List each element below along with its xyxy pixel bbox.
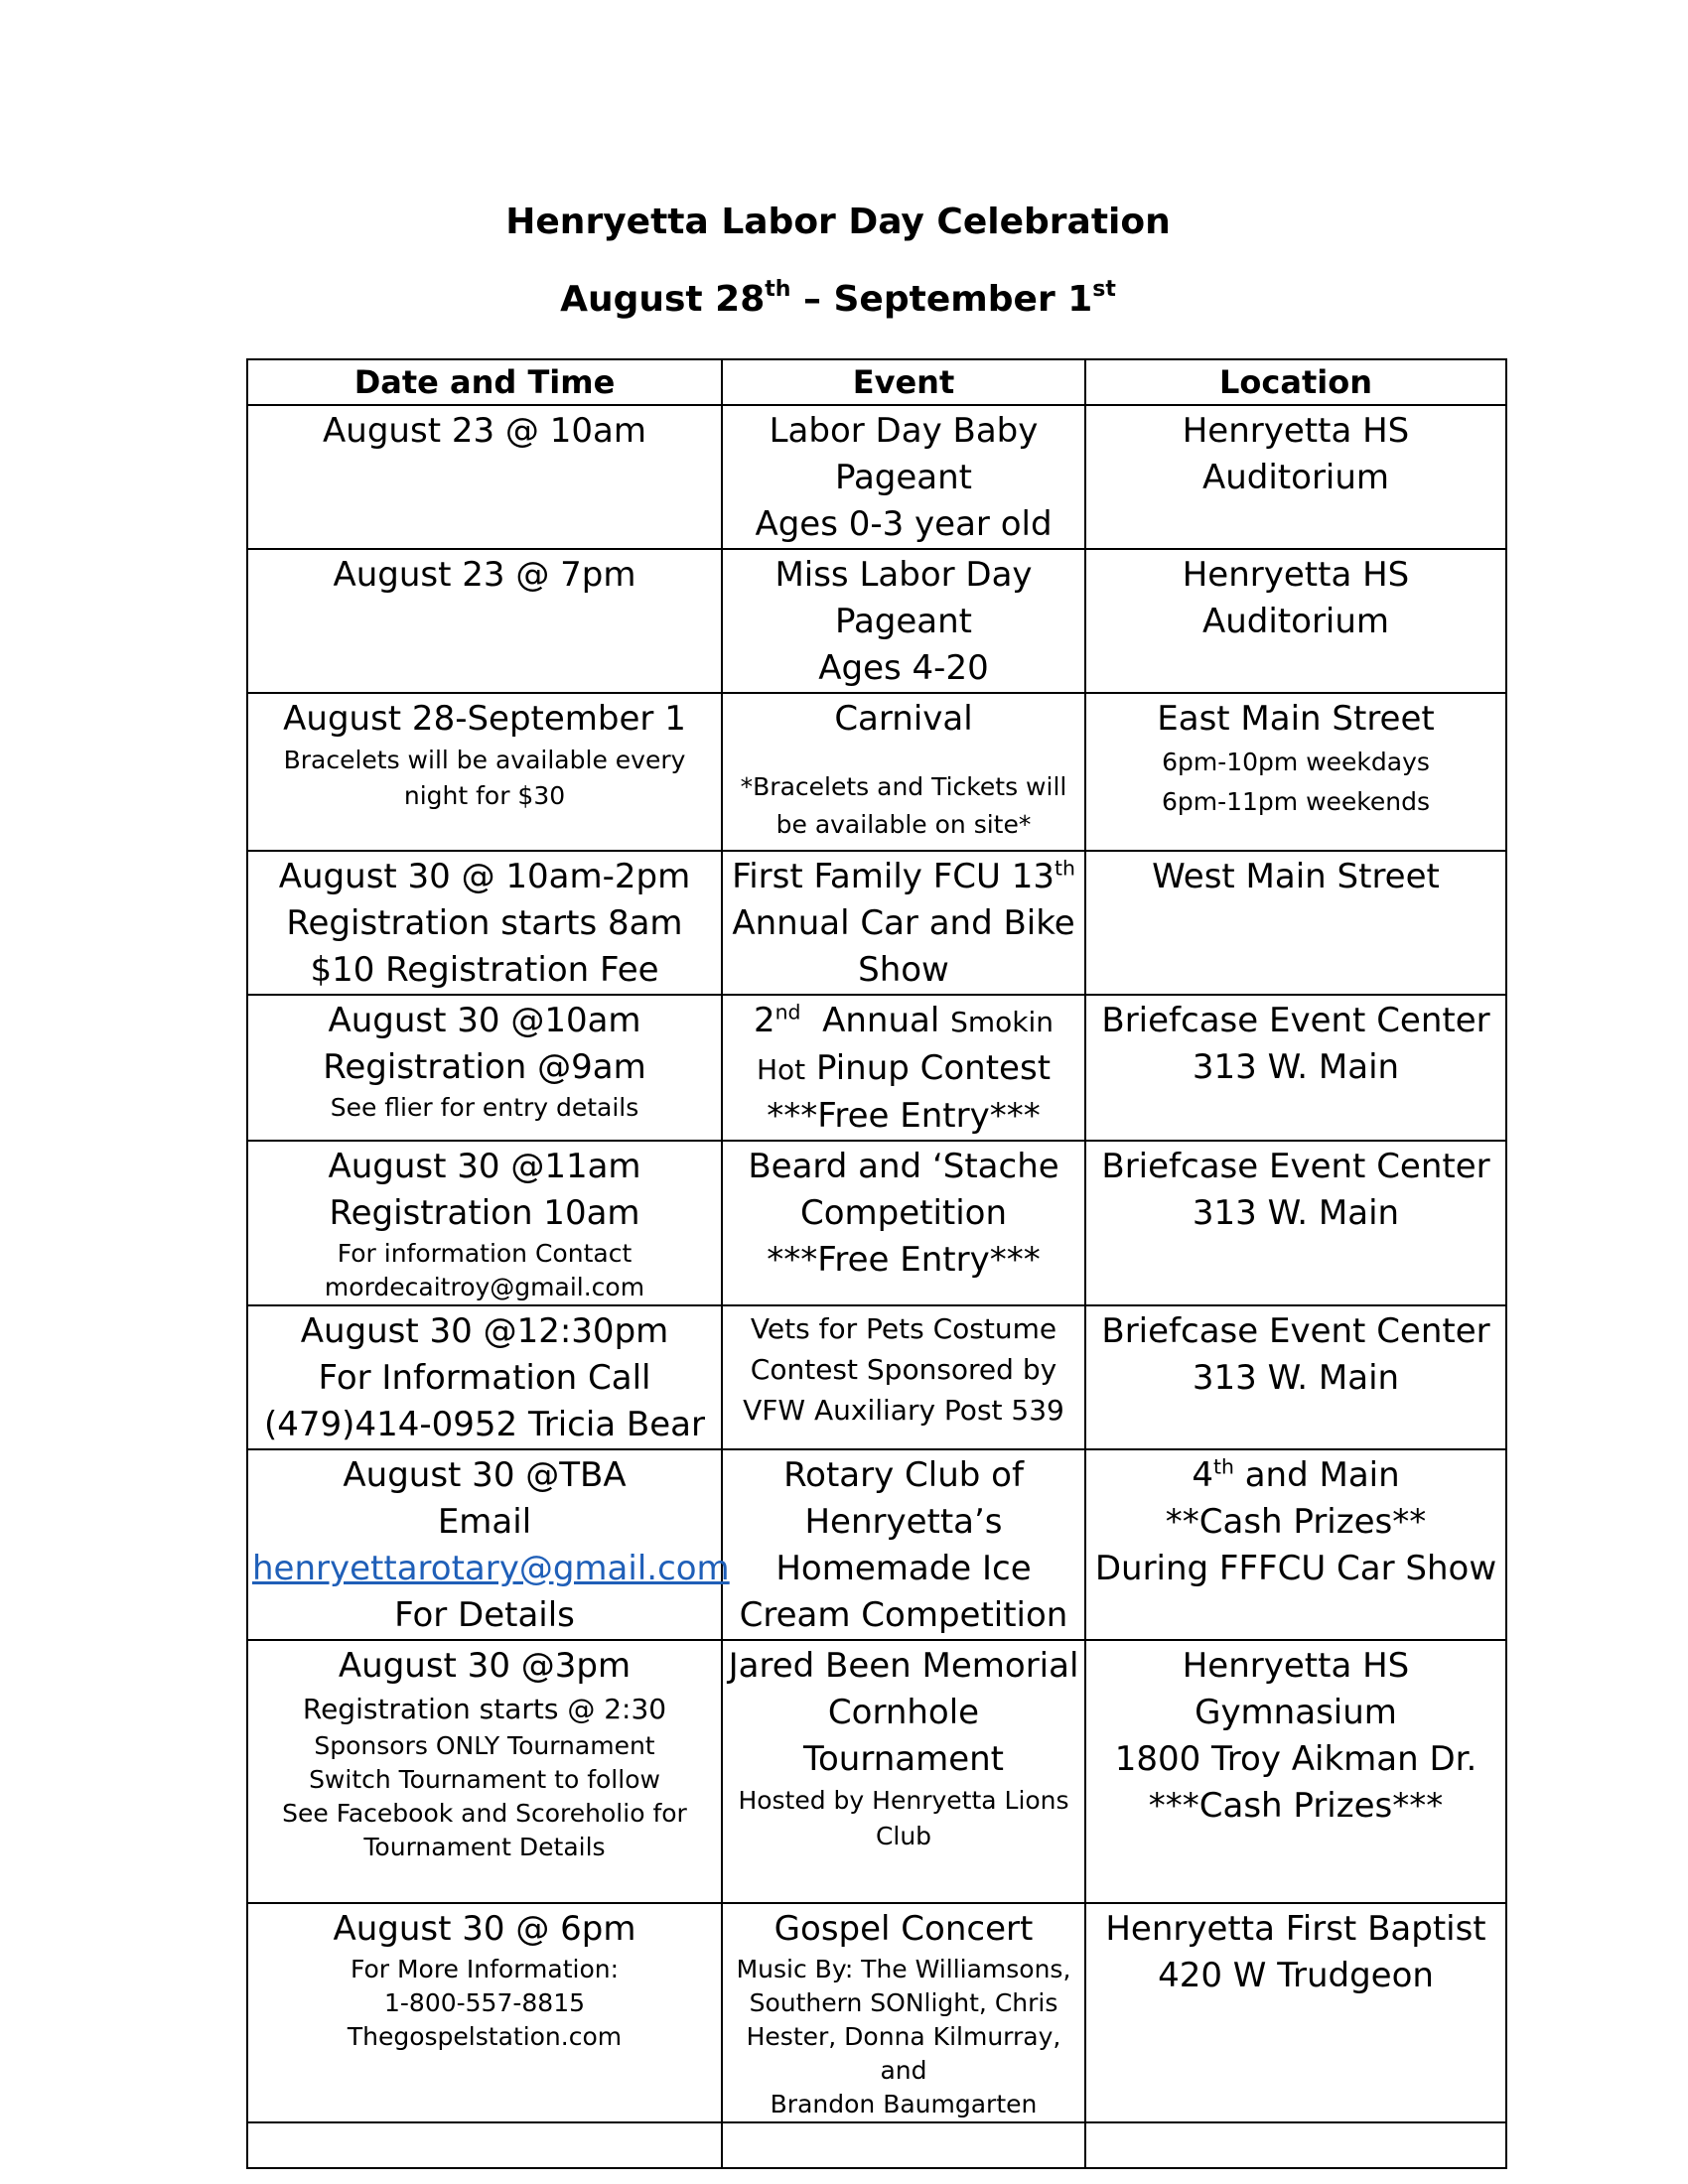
rotary-email-link[interactable]: henryettarotary@gmail.com (252, 1549, 730, 1588)
event-cell: First Family FCU 13th Annual Car and Bike Show (722, 851, 1085, 995)
location-cell (1085, 2122, 1506, 2168)
header-event: Event (722, 359, 1085, 405)
date-range: August 28th – September 1st (560, 277, 1116, 320)
date-cell: August 30 @12:30pm For Information Call (479)414-0952 Tricia Bear (247, 1305, 722, 1449)
event-cell: Gospel Concert Music By: The Williamsons, Southern SONlight, Chris Hester, Donna Kilmurray, and Brandon Baumgarten (722, 1903, 1085, 2122)
date-cell: August 23 @ 10am (247, 405, 722, 549)
date-cell: August 30 @TBA Email henryettarotary@gmail.com For Details (247, 1449, 722, 1640)
date-cell: August 30 @10am Registration @9am See flier for entry details (247, 995, 722, 1141)
event-cell: Rotary Club of Henryetta’s Homemade Ice Cream Competition (722, 1449, 1085, 1640)
header-location: Location (1085, 359, 1506, 405)
event-cell: Carnival *Bracelets and Tickets will be available on site* (722, 693, 1085, 851)
location-cell: Henryetta First Baptist 420 W Trudgeon (1085, 1903, 1506, 2122)
event-cell: Jared Been Memorial Cornhole Tournament Hosted by Henryetta Lions Club (722, 1640, 1085, 1903)
event-cell: 2nd Annual Smokin Hot Pinup Contest ***Free Entry*** (722, 995, 1085, 1141)
date-cell: August 28-September 1 Bracelets will be available every night for $30 (247, 693, 722, 851)
table-row (247, 549, 1506, 693)
event-cell (722, 2122, 1085, 2168)
location-cell: Henryetta HS Auditorium (1085, 549, 1506, 693)
schedule-table (246, 358, 1507, 2169)
table-row (247, 851, 1506, 995)
date-cell: August 30 @11am Registration 10am For information Contact mordecaitroy@gmail.com (247, 1141, 722, 1305)
location-cell: Briefcase Event Center 313 W. Main (1085, 995, 1506, 1141)
table-row (247, 405, 1506, 549)
table-row (247, 1449, 1506, 1640)
date-cell: August 30 @ 10am-2pm Registration starts 8am $10 Registration Fee (247, 851, 722, 995)
location-cell: West Main Street (1085, 851, 1506, 995)
date-cell: August 23 @ 7pm (247, 549, 722, 693)
table-row (247, 995, 1506, 1141)
location-cell: Briefcase Event Center 313 W. Main (1085, 1305, 1506, 1449)
event-cell: Labor Day Baby Pageant Ages 0-3 year old (722, 405, 1085, 549)
table-row (247, 1141, 1506, 1305)
table-row (247, 693, 1506, 851)
event-cell: Miss Labor Day Pageant Ages 4-20 (722, 549, 1085, 693)
date-cell: August 30 @3pm Registration starts @ 2:30 Sponsors ONLY Tournament Switch Tournament to follow See Facebook and Scoreholio for Tournament Details (247, 1640, 722, 1903)
location-cell: Briefcase Event Center 313 W. Main (1085, 1141, 1506, 1305)
empty-row (247, 2122, 1506, 2168)
header-date: Date and Time (247, 359, 722, 405)
date-cell (247, 2122, 722, 2168)
event-cell: Vets for Pets Costume Contest Sponsored by VFW Auxiliary Post 539 (722, 1305, 1085, 1449)
location-cell: Henryetta HS Auditorium (1085, 405, 1506, 549)
table-row (247, 1640, 1506, 1903)
location-cell: Henryetta HS Gymnasium 1800 Troy Aikman Dr. ***Cash Prizes*** (1085, 1640, 1506, 1903)
event-cell: Beard and ‘Stache Competition ***Free Entry*** (722, 1141, 1085, 1305)
location-cell: East Main Street 6pm-10pm weekdays 6pm-11pm weekends (1085, 693, 1506, 851)
page-title: Henryetta Labor Day Celebration (505, 202, 1171, 242)
table-row (247, 1305, 1506, 1449)
table-row (247, 1903, 1506, 2122)
header-row (247, 359, 1506, 405)
date-cell: August 30 @ 6pm For More Information: 1-800-557-8815 Thegospelstation.com (247, 1903, 722, 2122)
location-cell: 4th and Main **Cash Prizes** During FFFCU Car Show (1085, 1449, 1506, 1640)
